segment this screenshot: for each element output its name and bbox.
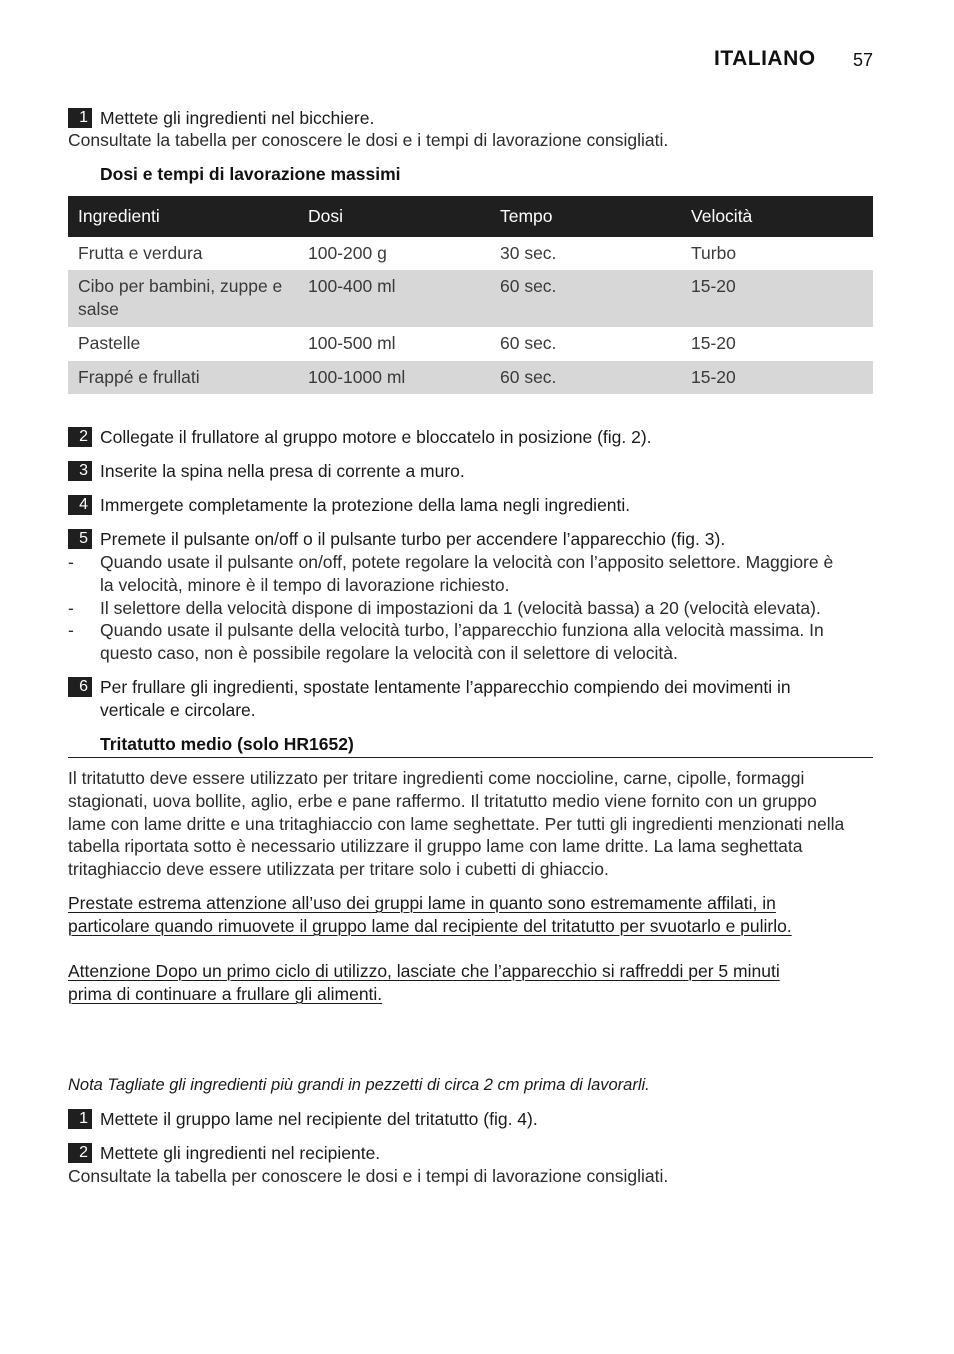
table-header-row (68, 196, 873, 237)
section-title: Tritatutto medio (solo HR1652) (100, 734, 354, 754)
table-cell: Cibo per bambini, zuppe e salse (68, 270, 298, 327)
step-text: verticale e circolare. (100, 700, 256, 720)
note-text: Nota Tagliate gli ingredienti più grandi in pezzetti di circa 2 cm prima di lavorarli. (68, 1076, 650, 1094)
language-header: ITALIANO (714, 47, 816, 70)
table-cell: Frappé e frullati (68, 361, 298, 394)
step-number: 6 (68, 677, 92, 697)
table-cell: 15-20 (681, 270, 873, 327)
step-text: Mettete gli ingredienti nel recipiente. (100, 1143, 381, 1163)
page-number: 57 (853, 50, 874, 70)
column-header: Velocità (681, 196, 873, 237)
column-header: Ingredienti (68, 196, 298, 237)
table-row (68, 270, 873, 327)
bullet-dash: - (68, 620, 74, 640)
bullet-text: la velocità, minore è il tempo di lavorazione richiesto. (100, 575, 510, 595)
step-number: 1 (68, 1109, 92, 1129)
table-row (68, 361, 873, 394)
step-number: 5 (68, 529, 92, 549)
section-divider (68, 757, 873, 758)
table-cell: 100-500 ml (308, 333, 396, 353)
bullet-text: Quando usate il pulsante della velocità turbo, l’apparecchio funziona alla velocità massima. In (100, 620, 824, 640)
table-cell: Pastelle (78, 333, 141, 353)
intro-line: tabella riportata sotto è necessario utilizzare il gruppo lame con lame dritte. La lama seghettata (68, 836, 803, 856)
step-number: 4 (68, 495, 92, 515)
step-number: 3 (68, 461, 92, 481)
table-cell: 30 sec. (500, 243, 557, 263)
warning-line: particolare quando rimuovete il gruppo lame dal recipiente del tritatutto per svuotarlo e pulirlo. (68, 916, 792, 936)
intro-line: Il tritatutto deve essere utilizzato per tritare ingredienti come noccioline, carne, cipolle, formaggi (68, 768, 805, 788)
table-cell: Frutta e verdura (78, 243, 203, 263)
bullet-dash: - (68, 552, 74, 572)
table-cell: Turbo (691, 243, 737, 263)
step-note: Consultate la tabella per conoscere le dosi e i tempi di lavorazione consigliati. (68, 1166, 669, 1186)
step-text: Per frullare gli ingredienti, spostate lentamente l’apparecchio compiendo dei movimenti in (100, 677, 791, 697)
table-row (68, 237, 873, 270)
table-cell: 100-200 g (308, 243, 387, 263)
column-header: Tempo (490, 196, 681, 237)
intro-line: stagionati, uova bollite, aglio, erbe e pane raffermo. Il tritatutto medio viene fornito con un gruppo (68, 791, 817, 811)
table-cell: 15-20 (691, 333, 736, 353)
intro-line: lame con lame dritte e una tritaghiaccio con lame seghettate. Per tutti gli ingredienti menzionati nella (68, 814, 845, 834)
table-cell: 100-400 ml (298, 270, 490, 327)
step-number: 2 (68, 1143, 92, 1163)
step-text: Premete il pulsante on/off o il pulsante turbo per accendere l’apparecchio (fig. 3). (100, 529, 726, 549)
warning-line: Prestate estrema attenzione all’uso dei gruppi lame in quanto sono estremamente affilati, in (68, 893, 776, 913)
intro-line: tritaghiaccio deve essere utilizzata per tritare solo i cubetti di ghiaccio. (68, 859, 609, 879)
caution-line: prima di continuare a frullare gli alimenti. (68, 984, 383, 1004)
table-cell: 60 sec. (490, 270, 681, 327)
step-text: Mettete il gruppo lame nel recipiente del tritatutto (fig. 4). (100, 1109, 538, 1129)
caution-line: Attenzione Dopo un primo ciclo di utilizzo, lasciate che l’apparecchio si raffreddi per 5 minuti (68, 961, 780, 981)
dosage-table (68, 196, 873, 394)
bullet-text: Quando usate il pulsante on/off, potete regolare la velocità con l’apposito selettore. Maggiore è (100, 552, 834, 572)
bullet-text: questo caso, non è possibile regolare la velocità con il selettore di velocità. (100, 643, 678, 663)
table-cell: 60 sec. (500, 333, 557, 353)
step-number: 1 (68, 108, 92, 128)
step-note: Consultate la tabella per conoscere le dosi e i tempi di lavorazione consigliati. (68, 130, 669, 150)
step-number: 2 (68, 427, 92, 447)
table-cell: 15-20 (681, 361, 873, 394)
table-cell: 100-1000 ml (298, 361, 490, 394)
step-text: Immergete completamente la protezione della lama negli ingredienti. (100, 495, 631, 515)
column-header: Dosi (298, 196, 490, 237)
step-text: Collegate il frullatore al gruppo motore e bloccatelo in posizione (fig. 2). (100, 427, 652, 447)
step-text: Mettete gli ingredienti nel bicchiere. (100, 108, 375, 128)
table-title: Dosi e tempi di lavorazione massimi (100, 164, 401, 184)
table-cell: 60 sec. (490, 361, 681, 394)
bullet-dash: - (68, 598, 74, 618)
step-text: Inserite la spina nella presa di corrente a muro. (100, 461, 465, 481)
table-row (68, 327, 873, 361)
bullet-text: Il selettore della velocità dispone di impostazioni da 1 (velocità bassa) a 20 (velocità elevata). (100, 598, 821, 618)
